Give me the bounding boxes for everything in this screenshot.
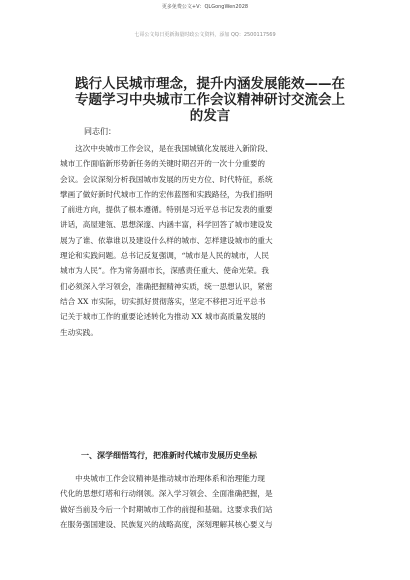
paragraph-section1 (60, 471, 360, 532)
text-line: 记关于城市工作的重要论述转化为推动 XX 城市高质量发展的 (60, 312, 266, 322)
text-line: 中央城市工作会议精神是推动城市治理体系和治理能力现 (60, 474, 266, 483)
text-line: 城市工作面临新形势新任务的关键时期召开的一次十分重要的 (60, 159, 266, 169)
text-line: 们必须深入学习领会，准确把握精神实质，统一思想认识，紧密 (60, 281, 273, 291)
section-heading: 一、深学细悟笃行，把准新时代城市发展历史坐标 (81, 451, 257, 460)
document-title (60, 76, 360, 124)
paragraph-intro (60, 141, 360, 340)
text-line: 这次中央城市工作会议，是在我国城镇化发展进入新阶段、 (60, 144, 273, 153)
text-line: 结合 XX 市实际，切实抓好贯彻落实，坚定不移把习近平总书 (60, 296, 266, 306)
text-line: 擘画了做好新时代城市工作的宏伟蓝图和实践路径，为我们指明 (60, 189, 273, 199)
text-line: 展为了谁、依靠谁以及建设什么样的城市、怎样建设城市的重大 (60, 235, 273, 245)
text-line: 代化的思想灯塔和行动纲领。深入学习领会、全面准确把握，是 (60, 489, 273, 499)
text-line: 生动实践。 (60, 327, 98, 337)
text-line: 讲话，高屋建瓴、思想深邃、内涵丰富，科学回答了城市建设发 (60, 220, 273, 230)
text-line: 在服务强国建设、民族复兴的战略高度，深刻理解其核心要义与 (60, 519, 273, 529)
greeting: 同志们： (84, 127, 116, 136)
text-line: 城市为人民”。作为常务副市长，深感责任重大、使命光荣。我 (60, 266, 269, 276)
promo-header: 更多免费公文+V：QLGongWen2028 (161, 4, 249, 10)
text-line: 了前进方向，提供了根本遵循。特别是习近平总书记发表的重要 (60, 205, 273, 215)
text-line: 会议。会议深刻分析我国城市发展的历史方位、时代特征，系统 (60, 174, 273, 184)
title-line: 专题学习中央城市工作会议精神研讨交流会上 (75, 92, 345, 108)
text-line: 理论和实践问题。总书记反复强调，“城市是人民的城市，人民 (60, 251, 269, 261)
text-line: 做好当前及今后一个时期城市工作的前提和基础。这要求我们站 (60, 504, 273, 514)
title-line: 的发言 (189, 108, 231, 124)
title-line: 践行人民城市理念，提升内涵发展能效——在 (75, 76, 345, 92)
promo-subheader: 七哥公文每日更新海量时政公文资料，添加 QQ：2500117569 (134, 32, 276, 38)
